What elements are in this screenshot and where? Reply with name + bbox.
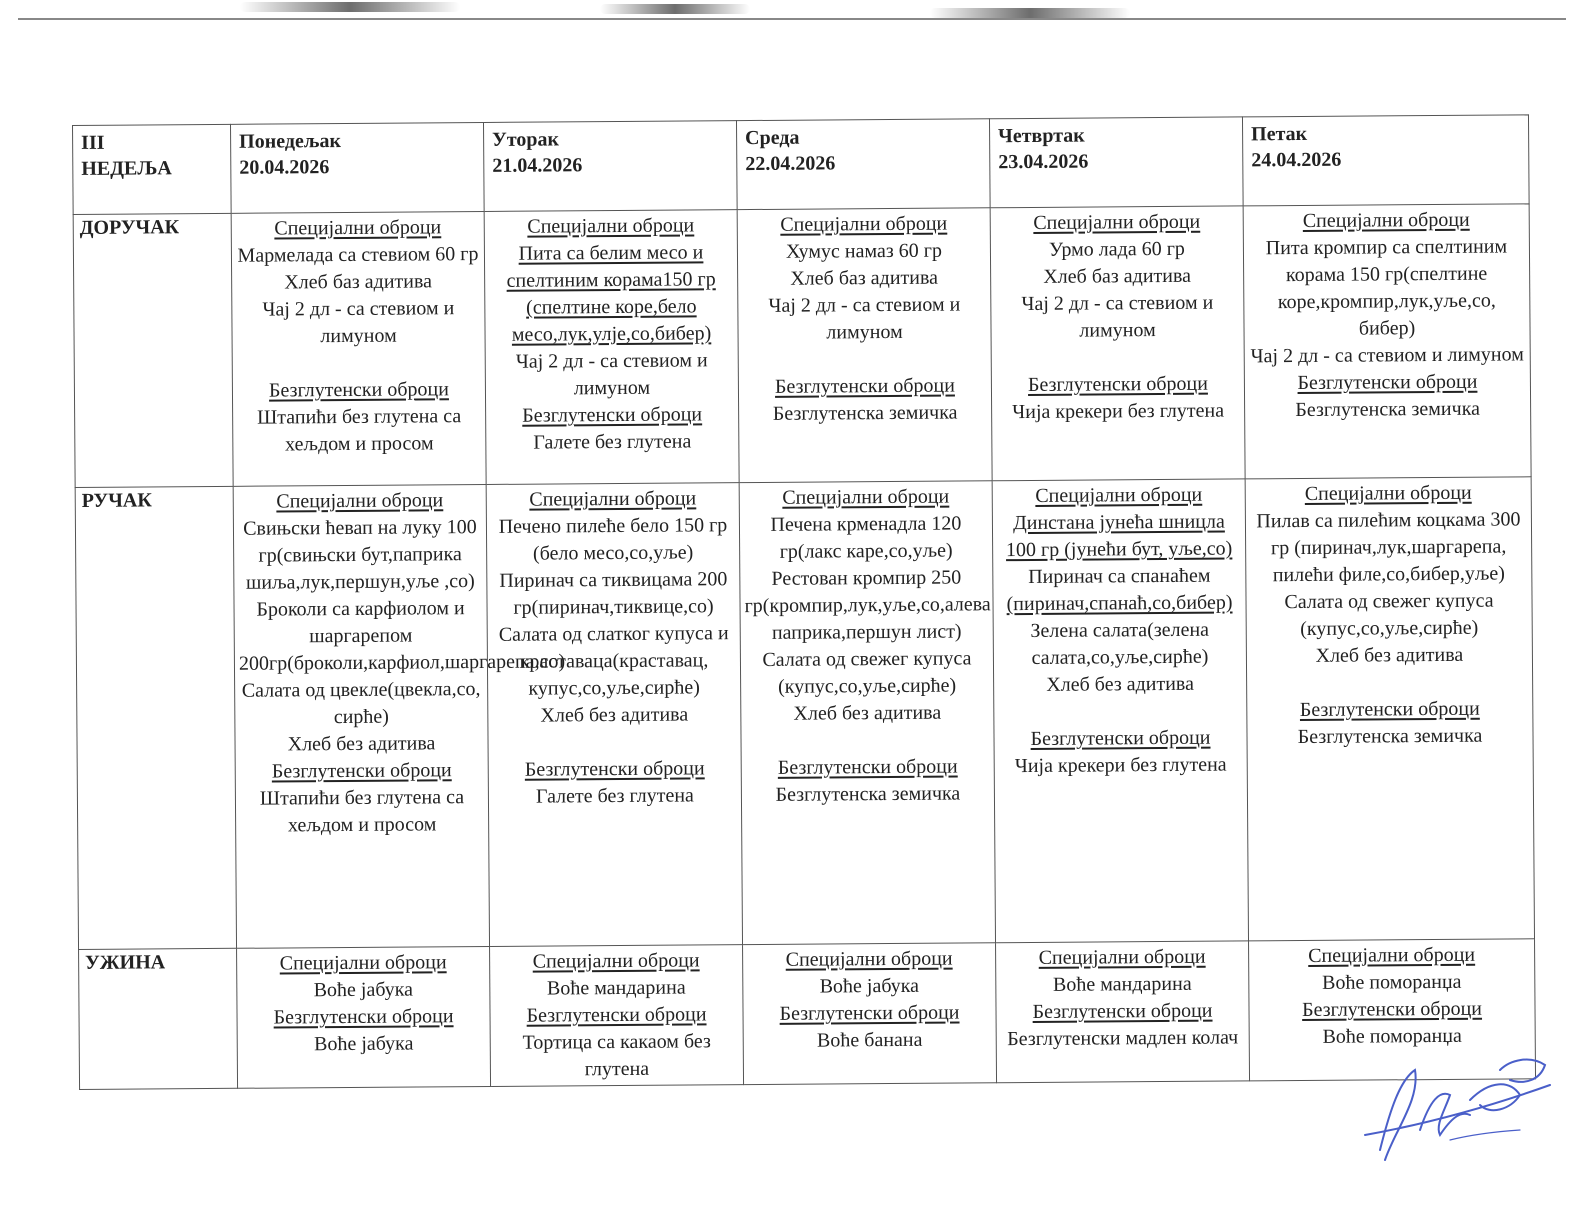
scan-header-artifacts — [0, 0, 1584, 40]
lunch-row — [75, 477, 1534, 950]
day-header-monday: Понедељак 20.04.2026 — [230, 122, 484, 213]
breakfast-cell-wednesday: Специјални оброци Хумус намаз 60 гр Хлеб баз адитива Чај 2 дл - са стевиом и лимуном Безглутенски оброци Безглутенска земичка — [737, 208, 992, 483]
breakfast-cell-friday: Специјални оброци Пита кромпир са спелтиним корама 150 гр(спелтине коре,кромпир,лук,уље,со, бибер) Чај 2 дл - са стевиом и лимуном Безглутенски оброци Безглутенска земичка — [1243, 204, 1531, 479]
signature-stamp — [1360, 1040, 1560, 1170]
snack-cell-friday: Специјални оброци Воће поморанџа Безглутенски оброци Воће поморанџа — [1249, 939, 1536, 1081]
breakfast-cell-tuesday: Специјални оброци Пита са белим месо и спелтиним корама150 гр (спелтине коре,бело месо,лук,улје,со,бибер) Чај 2 дл - са стевиом и лимуном Безглутенски оброци Галете без глутена — [484, 210, 739, 485]
breakfast-cell-monday: Специјални оброци Мармелада са стевиом 60 гр Хлеб баз адитива Чај 2 дл - са стевиом и лимуном Безглутенски оброци Штапићи без глутена са хељдом и просом — [231, 211, 486, 486]
meal-label-lunch: РУЧАК — [75, 486, 236, 949]
lunch-cell-wednesday: Специјални оброци Печена крменадла 120 гр(лакс каре,со,уље) Рестован кромпир 250 гр(кромпир,лук,уље,со,алева паприка,першун лист) Салата од свежег купуса (купус,со,уље,сирће) Хлеб без адитива Безглутенски оброци Безглутенска земичка — [739, 481, 995, 945]
weekly-menu-table — [72, 114, 1536, 1090]
day-header-tuesday: Уторак 21.04.2026 — [483, 121, 737, 212]
breakfast-row — [73, 204, 1531, 488]
lunch-cell-friday: Специјални оброци Пилав са пилећим коцкама 300 гр (пиринач,лук,шаргарепа, пилећи филе,со,бибер,уље) Салата од свежег купуса (купус,со,уље,сирће) Хлеб без адитива Безглутенски оброци Безглутенска земичка — [1245, 477, 1534, 941]
day-header-wednesday: Среда 22.04.2026 — [736, 119, 990, 210]
week-label: III НЕДЕЉА — [73, 124, 232, 214]
snack-cell-tuesday: Специјални оброци Воће мандарина Безглутенски оброци Тортица са какаом без глутена — [490, 945, 744, 1087]
snack-cell-thursday: Специјални оброци Воће мандарина Безглутенски оброци Безглутенски мадлен колач — [996, 941, 1250, 1083]
lunch-cell-tuesday: Специјални оброци Печено пилеће бело 150 гр (бело месо,со,уље) Пиринач са тиквицама 200 гр(пиринач,тиквице,со) Салата од слатког купуса и краставаца(краставац, купус,со,уље,сирће) Хлеб без адитива Безглутенски оброци Галете без глутена — [486, 483, 742, 947]
meal-label-breakfast: ДОРУЧАК — [73, 213, 233, 487]
breakfast-cell-thursday: Специјални оброци Урмо лада 60 гр Хлеб баз адитива Чај 2 дл - са стевиом и лимуном Безглутенски оброци Чија крекери без глутена — [990, 206, 1245, 481]
scan-divider — [18, 18, 1566, 20]
snack-cell-monday: Специјални оброци Воће јабука Безглутенски оброци Воће јабука — [237, 946, 491, 1088]
day-header-thursday: Четвртак 23.04.2026 — [989, 117, 1243, 208]
lunch-cell-thursday: Специјални оброци Динстана јунећа шницла 100 гр (јунећи бут, уље,со) Пиринач са спанаћем (пиринач,спанаћ,со,бибер) Зелена салата(зелена салата,со,уље,сирће) Хлеб без адитива Безглутенски оброци Чија крекери без глутена — [992, 479, 1248, 943]
lunch-cell-monday: Специјални оброци Свињски ћевап на луку 100 гр(свињски бут,паприка шиља,лук,першун,уље ,со) Броколи са карфиолом и шаргарепом 200гр(броколи,карфиол,шаргарепа,со) Салата од цвекле(цвекла,со, сирће) Хлеб без адитива Безглутенски оброци Штапићи без глутена са хељдом и просом — [233, 484, 489, 948]
day-header-friday: Петак 24.04.2026 — [1242, 115, 1529, 206]
snack-cell-wednesday: Специјални оброци Воће јабука Безглутенски оброци Воће банана — [743, 943, 997, 1085]
header-row — [73, 115, 1530, 215]
meal-label-snack: УЖИНА — [79, 948, 238, 1089]
snack-row — [79, 939, 1536, 1090]
